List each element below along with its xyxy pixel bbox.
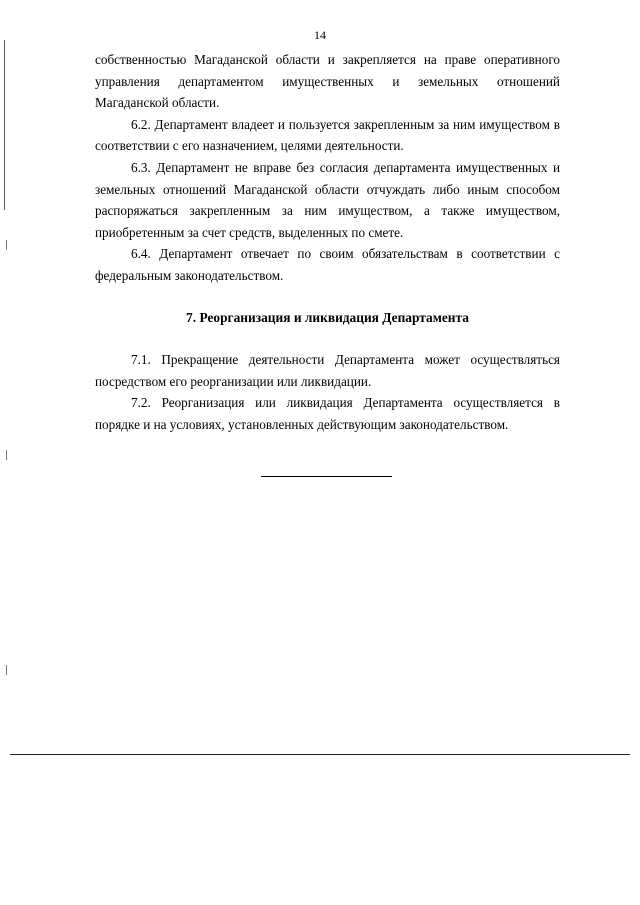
paragraph-7-1: 7.1. Прекращение деятельности Департамента может осуществляться посредством его реорганизации или ликвидации.: [95, 352, 560, 389]
left-margin-scan-line: [4, 40, 5, 210]
paragraph-7-2: 7.2. Реорганизация или ликвидация Департамента осуществляется в порядке и на условиях, установленных действующим законодательством.: [95, 395, 560, 432]
paragraph-6-1-continuation: собственностью Магаданской области и закрепляется на праве оперативного управления департаментом имущественных и земельных отношений Магаданской области.: [95, 52, 560, 111]
margin-scan-mark: [6, 665, 7, 675]
page-number: 14: [314, 28, 326, 42]
margin-scan-mark: [6, 240, 7, 250]
end-of-document-divider: [261, 476, 392, 477]
paragraph-6-3: 6.3. Департамент не вправе без согласия департамента имущественных и земельных отношений Магаданской области отчуждать либо иным способом распоряжаться закрепленным за ним имуществом, а также имуществом, приобретенным за счет средств, выделенных по смете.: [95, 159, 560, 240]
document-body: [95, 49, 560, 436]
paragraph-6-4: 6.4. Департамент отвечает по своим обязательствам в соответствии с федеральным законодательством.: [95, 246, 560, 283]
margin-scan-mark: [6, 450, 7, 460]
section-7-heading: 7. Реорганизация и ликвидация Департамента: [186, 309, 469, 325]
paragraph-6-2: 6.2. Департамент владеет и пользуется закрепленным за ним имуществом в соответствии с его назначением, целями деятельности.: [95, 116, 560, 154]
page-bottom-rule: [10, 754, 630, 755]
